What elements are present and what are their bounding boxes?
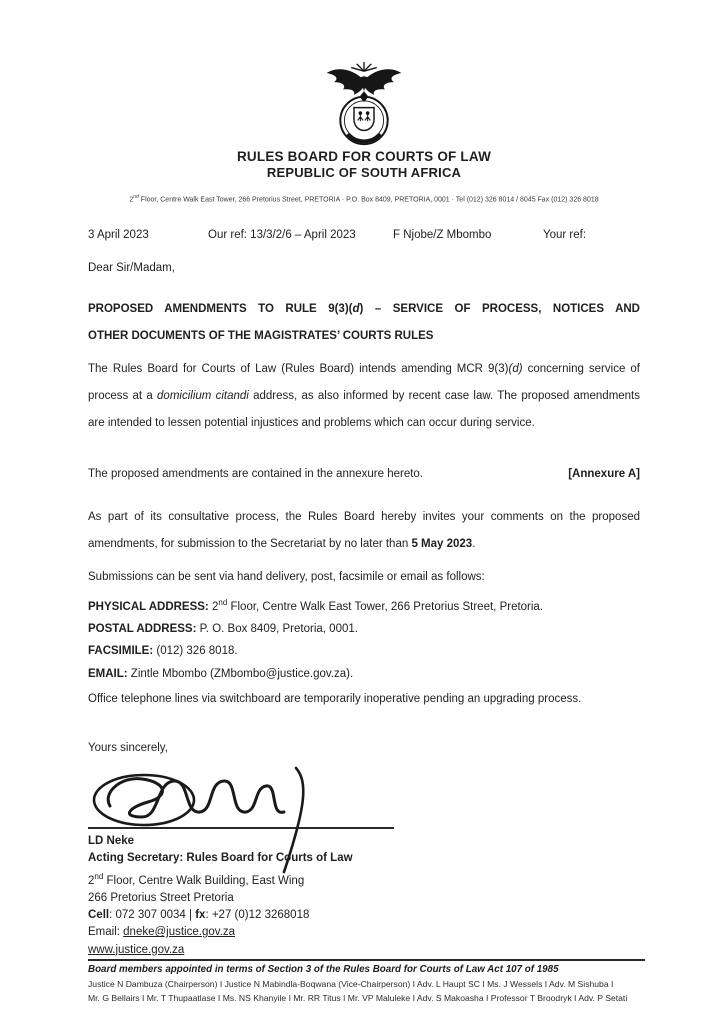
salutation: Dear Sir/Madam, bbox=[88, 262, 175, 274]
deadline-date: 5 May 2023 bbox=[411, 538, 473, 550]
header-address-line: 2nd Floor, Centre Walk East Tower, 266 Pretorius Street, PRETORIA · P.O. Box 8409, PRETORIA, 0001 · Tel (012) 326 8014 / 8045 Fax (012) 326 8018 bbox=[129, 194, 599, 204]
your-ref-label: Your ref: bbox=[543, 229, 587, 241]
footer-rule bbox=[88, 959, 645, 961]
attention-names: F Njobe/Z Mbombo bbox=[393, 229, 492, 241]
signatory-title: Acting Secretary: Rules Board for Courts of Law bbox=[88, 852, 353, 865]
org-name: RULES BOARD FOR COURTS OF LAW bbox=[236, 149, 492, 164]
physical-address-label: PHYSICAL ADDRESS: bbox=[88, 600, 209, 613]
signatory-address-1: 2nd Floor, Centre Walk Building, East Wing bbox=[88, 871, 305, 887]
cell-label: Cell bbox=[88, 909, 110, 922]
facsimile-label: FACSIMILE: bbox=[88, 645, 154, 658]
email-label: EMAIL: bbox=[88, 667, 128, 680]
postal-address-label: POSTAL ADDRESS: bbox=[88, 623, 197, 636]
paragraph-telephone-notice: Office telephone lines via switchboard are temporarily inoperative pending an upgrading process. bbox=[88, 693, 582, 705]
south-africa-coat-of-arms-icon bbox=[323, 60, 405, 153]
fax-label: fx bbox=[195, 909, 206, 922]
paragraph-consultation: As part of its consultative process, the Rules Board hereby invites your comments on the proposed amendments, for submission to the Secretariat by no later than 5 May 2023. bbox=[88, 511, 640, 550]
facsimile-row: FACSIMILE: (012) 326 8018. bbox=[88, 645, 238, 658]
letter-date: 3 April 2023 bbox=[88, 229, 149, 241]
footer-title: Board members appointed in terms of Section 3 of the Rules Board for Courts of Law Act 107 of 1985 bbox=[88, 964, 559, 975]
annexure-line bbox=[88, 461, 640, 488]
board-members-list bbox=[88, 978, 650, 1005]
reference-line bbox=[88, 229, 640, 245]
signatory-name: LD Neke bbox=[88, 835, 135, 847]
annexure-tag: [Annexure A] bbox=[568, 468, 640, 480]
signatory-phone-row: Cell: 072 307 0034 | fx: +27 (0)12 3268018 bbox=[88, 909, 310, 922]
signatory-email-row: Email: dneke@justice.gov.za bbox=[88, 926, 235, 939]
website-link[interactable]: www.justice.gov.za bbox=[88, 943, 185, 956]
postal-address-row: POSTAL ADDRESS: P. O. Box 8409, Pretoria, 0001. bbox=[88, 623, 358, 636]
org-country: REPUBLIC OF SOUTH AFRICA bbox=[266, 165, 462, 180]
handwritten-signature-icon bbox=[84, 762, 414, 879]
email-row: EMAIL: Zintle Mbombo (ZMbombo@justice.gov.za). bbox=[88, 667, 354, 680]
closing-phrase: Yours sincerely, bbox=[88, 742, 168, 754]
physical-address-row: PHYSICAL ADDRESS: 2nd Floor, Centre Walk East Tower, 266 Pretorius Street, Pretoria. bbox=[88, 598, 544, 613]
submissions-intro: Submissions can be sent via hand delivery, post, facsimile or email as follows: bbox=[88, 571, 485, 583]
board-members-line-1: Justice N Dambuza (Chairperson) I Justice N Mabindla-Boqwana (Vice-Chairperson) I Adv. L Haupt SC I Ms. J Wessels I Adv. M Sishuba I bbox=[88, 979, 614, 989]
annexure-text: The proposed amendments are contained in the annexure hereto. bbox=[88, 468, 423, 480]
subject-heading: PROPOSED AMENDMENTS TO RULE 9(3)(d) – SERVICE OF PROCESS, NOTICES AND OTHER DOCUMENTS OF THE MAGISTRATES’ COURTS RULES bbox=[88, 303, 640, 342]
our-ref: Our ref: 13/3/2/6 – April 2023 bbox=[208, 229, 356, 241]
board-members-line-2: Mr. G Bellairs I Mr. T Thupaatlase I Ms. NS Khanyile I Mr. RR Titus I Mr. VP Maluleke I Adv. S Makoasha I Professor T Broodryk I Adv. P Setati bbox=[88, 992, 628, 1003]
contact-methods-list bbox=[88, 592, 640, 685]
signatory-address-2: 266 Pretorius Street Pretoria bbox=[88, 891, 234, 904]
paragraph-intent: The Rules Board for Courts of Law (Rules Board) intends amending MCR 9(3)(d) concerning service of process at a domicilium citandi address, as also informed by recent case law. The proposed amendments are intended to lessen potential injustices and problems which can occur during service. bbox=[88, 363, 641, 429]
email-link[interactable]: dneke@justice.gov.za bbox=[123, 926, 235, 939]
